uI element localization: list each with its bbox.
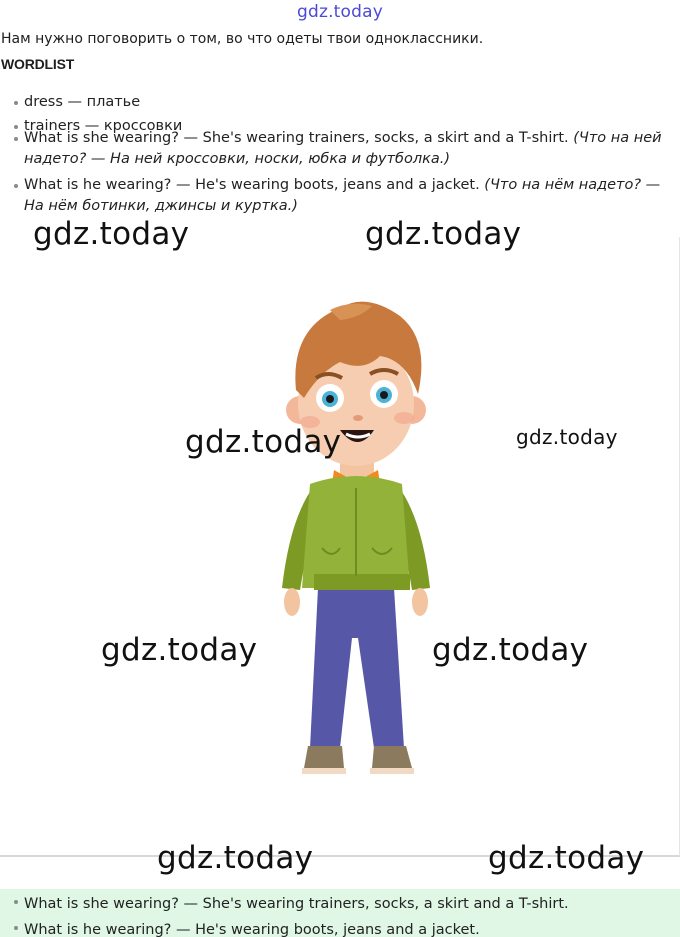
answer-item: What is he wearing? — He's wearing boots, jeans and a jacket.	[14, 917, 680, 937]
example-translation: (Что на ней надето? — На ней кроссовки, носки, юбка и футболка.)	[24, 130, 662, 167]
wordlist-item: dress — платье	[14, 92, 680, 116]
example-english: What is she wearing? — She's wearing trainers, socks, a skirt and a T-shirt.	[24, 130, 569, 146]
watermark: gdz.today	[185, 424, 342, 460]
example-english: What is he wearing? — He's wearing boots, jeans and a jacket.	[24, 177, 480, 193]
watermark: gdz.today	[488, 840, 645, 876]
site-logo[interactable]: gdz.today	[296, 2, 384, 22]
example-list	[14, 128, 680, 222]
watermark: gdz.today	[365, 216, 522, 252]
watermark: gdz.today	[101, 632, 258, 668]
boy-illustration	[270, 298, 440, 778]
wordlist-item: trainers — кроссовки	[14, 116, 680, 140]
answer-list	[14, 891, 680, 937]
example-item	[14, 175, 680, 217]
watermark: gdz.today	[157, 840, 314, 876]
watermark: gdz.today	[516, 425, 618, 449]
intro-text: Нам нужно поговорить о том, во что одеты твои одноклассники.	[1, 31, 484, 47]
wordlist-heading: WORDLIST	[1, 56, 75, 72]
answer-block	[0, 889, 680, 937]
example-item	[14, 128, 680, 170]
example-translation: (Что на нём надето? — На нём ботинки, джинсы и куртка.)	[24, 177, 661, 214]
answer-item: What is she wearing? — She's wearing trainers, socks, a skirt and a T-shirt.	[14, 891, 680, 917]
watermark: gdz.today	[33, 216, 190, 252]
watermark: gdz.today	[432, 632, 589, 668]
